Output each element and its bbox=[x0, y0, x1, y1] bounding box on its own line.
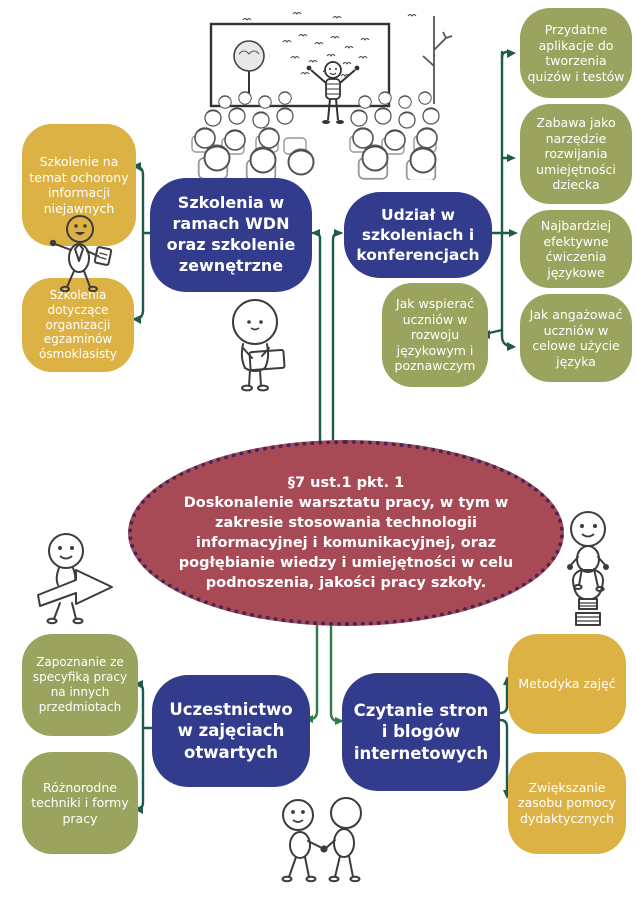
center-heading: §7 ust.1 pkt. 1 bbox=[287, 475, 405, 491]
branch-uczestnictwo-zajecia bbox=[152, 675, 310, 787]
branch-czytanie-blogi bbox=[342, 673, 500, 791]
doodle-figure-with-laptop bbox=[212, 296, 298, 400]
leaf-label: Zapoznanie ze specyfiką pracy na innych przedmiotach bbox=[32, 655, 128, 714]
leaf-metodyka-zajec bbox=[508, 634, 626, 734]
leaf-label: Jak angażować uczniów w celowe użycie języka bbox=[529, 307, 623, 369]
leaf-label: Metodyka zajęć bbox=[518, 676, 616, 692]
classroom-illustration bbox=[183, 8, 455, 180]
branch-label: Udział w szkoleniach i konferencjach bbox=[356, 205, 480, 265]
branch-label: Uczestnictwo w zajęciach otwartych bbox=[169, 699, 293, 762]
doodle-figure-on-lightbulb bbox=[548, 503, 630, 629]
branch-udzial-szkolenia bbox=[344, 192, 492, 278]
leaf-label: Jak wspierać uczniów w rozwoju językowym i poznawczym bbox=[394, 296, 476, 374]
leaf-label: Szkolenie na temat ochorony informacji niejawnych bbox=[29, 154, 129, 216]
leaf-zwiekszanie-zasobu bbox=[508, 752, 626, 854]
branch-label: Czytanie stron i blogów internetowych bbox=[353, 700, 489, 763]
leaf-najbardziej-efektywne bbox=[520, 210, 632, 288]
center-topic-ellipse bbox=[128, 440, 564, 626]
leaf-label: Najbardziej efektywne ćwiczenia językowe bbox=[540, 218, 612, 280]
leaf-jak-angazowac bbox=[520, 294, 632, 382]
doodle-figure-with-arrow bbox=[18, 523, 126, 629]
leaf-label: Zwiększanie zasobu pomocy dydaktycznych bbox=[518, 779, 616, 826]
doodle-figures-handshake bbox=[268, 793, 380, 889]
center-body: Doskonalenie warsztatu pracy, w tym w zakresie stosowania technologii informacyjnej i komunikacyjnej, oraz pogłębianie wiedzy i umiejętności w celu podnoszenia, jakości pracy szkoły. bbox=[178, 495, 514, 591]
leaf-zabawa-narzedzie bbox=[520, 104, 632, 204]
leaf-jak-wspierac bbox=[382, 283, 488, 387]
leaf-przydatne-aplikacje bbox=[520, 8, 632, 98]
branch-szkolenia-wdn bbox=[150, 178, 312, 292]
leaf-label: Różnorodne techniki i formy pracy bbox=[31, 779, 129, 826]
doodle-figure-with-card bbox=[38, 213, 122, 299]
leaf-zapoznanie-specyfika bbox=[22, 634, 138, 736]
leaf-label: Przydatne aplikacje do tworzenia quizów i testów bbox=[527, 22, 625, 84]
branch-label: Szkolenia w ramach WDN oraz szkolenie zewnętrzne bbox=[166, 193, 296, 275]
leaf-roznorodne-techniki bbox=[22, 752, 138, 854]
leaf-label: Szkolenia dotyczące organizacji egzaminów ósmoklasisty bbox=[39, 287, 117, 362]
leaf-label: Zabawa jako narzędzie rozwijania umiejętności dziecka bbox=[536, 115, 616, 193]
